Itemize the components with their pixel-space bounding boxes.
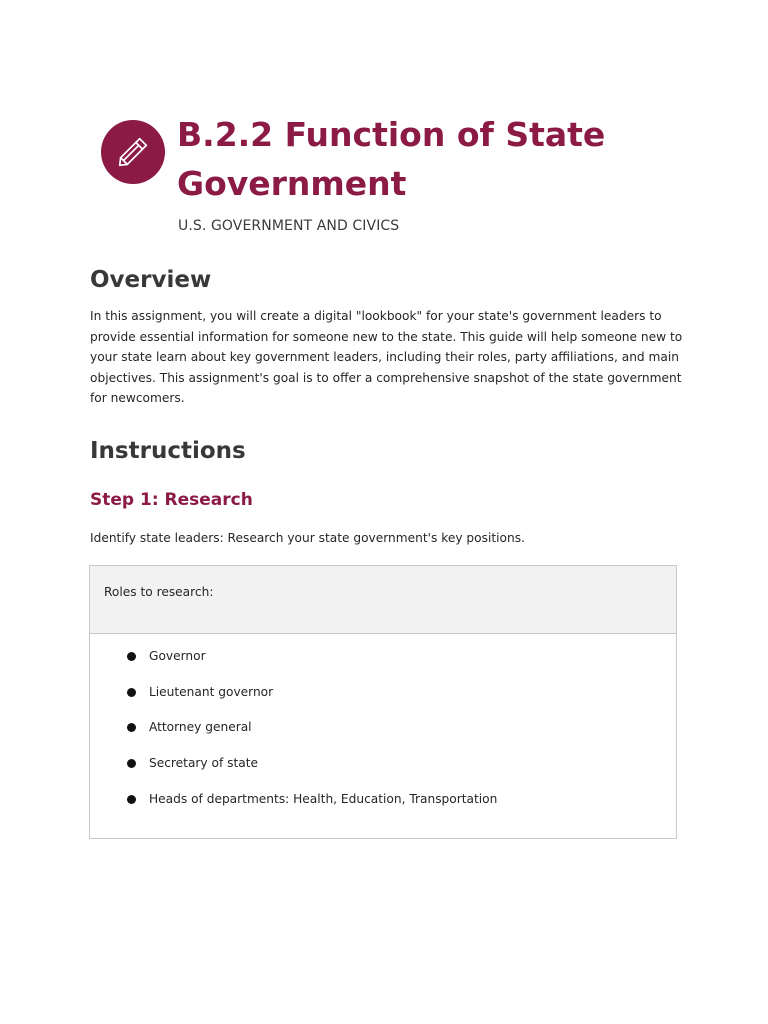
assignment-badge — [101, 120, 165, 184]
step1-text: Identify state leaders: Research your state government's key positions. — [90, 531, 525, 545]
list-item-label: Lieutenant governor — [149, 684, 274, 699]
bullet-icon — [127, 723, 136, 732]
bullet-icon — [127, 688, 136, 697]
course-subtitle: U.S. GOVERNMENT AND CIVICS — [178, 218, 400, 234]
list-item-label: Attorney general — [149, 720, 252, 735]
roles-box — [89, 565, 677, 839]
roles-box-header: Roles to research: — [90, 566, 676, 634]
list-item — [90, 791, 676, 827]
list-item-label: Governor — [149, 649, 206, 663]
roles-list — [90, 634, 676, 826]
pencil-icon — [114, 133, 152, 171]
list-item — [90, 684, 676, 720]
bullet-icon — [127, 652, 136, 661]
list-item — [90, 755, 676, 791]
overview-paragraph: In this assignment, you will create a digital "lookbook" for your state's government leaders to provide essential information for someone new to the state. This guide will help someone new to your state learn about key government leaders, including their roles, party affiliations, and main objectives. This assignment's goal is to offer a comprehensive snapshot of the state government for newcomers. — [90, 309, 683, 406]
list-item — [90, 719, 676, 755]
instructions-heading: Instructions — [90, 438, 246, 464]
list-item-label: Secretary of state — [149, 756, 259, 771]
list-item-label: Heads of departments: Health, Education, Transportation — [149, 791, 498, 806]
page-title: B.2.2 Function of State Government — [177, 115, 606, 203]
bullet-icon — [127, 759, 136, 768]
list-item — [90, 648, 676, 684]
step1-heading: Step 1: Research — [90, 490, 253, 510]
overview-heading: Overview — [90, 267, 212, 293]
bullet-icon — [127, 795, 136, 804]
